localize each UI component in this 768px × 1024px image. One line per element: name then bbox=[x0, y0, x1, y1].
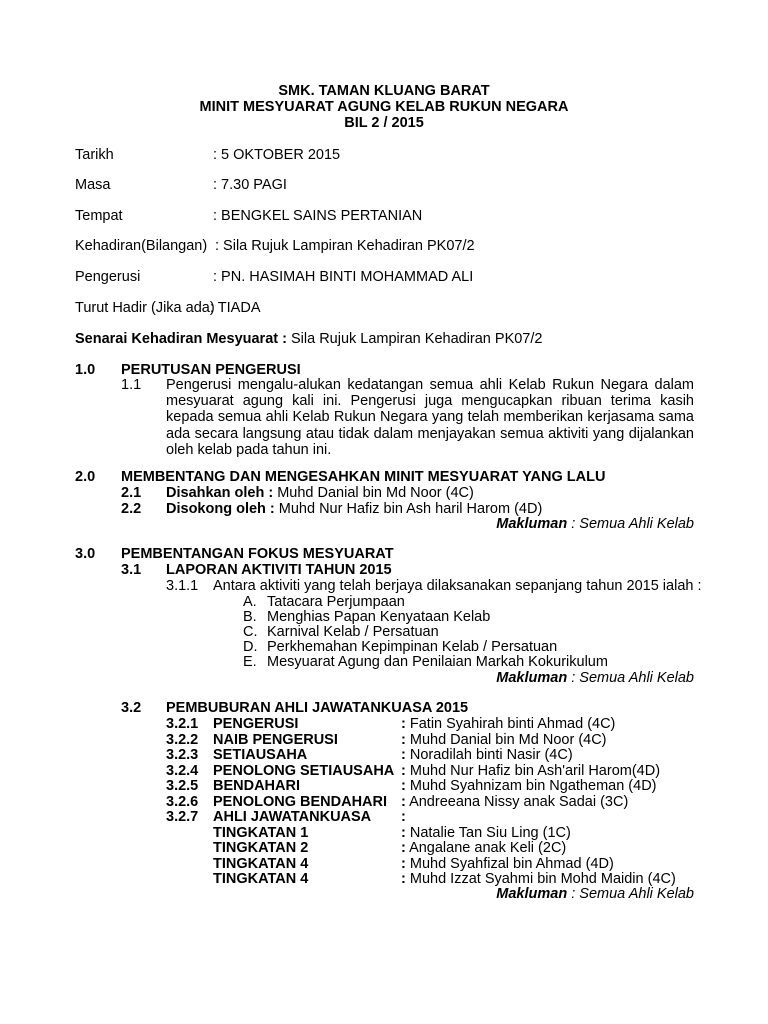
committee-entry bbox=[401, 840, 566, 856]
subsection-3-1-number: 3.1 bbox=[121, 562, 142, 578]
committee-role: TINGKATAN 4 bbox=[213, 871, 309, 887]
committee-entry bbox=[401, 716, 615, 732]
committee-entry bbox=[401, 747, 573, 763]
tempat-label: Tempat bbox=[75, 208, 123, 224]
committee-colon: : bbox=[401, 871, 406, 887]
committee-name: Fatin Syahirah binti Ahmad (4C) bbox=[405, 716, 616, 732]
committee-name: Muhd Danial bin Md Noor (4C) bbox=[405, 732, 607, 748]
item-2-1-value: Muhd Danial bin Md Noor (4C) bbox=[273, 485, 474, 501]
subsection-3-2-title: PEMBUBURAN AHLI JAWATANKUASA 2015 bbox=[166, 700, 469, 716]
committee-colon: : bbox=[401, 856, 406, 872]
committee-colon: : bbox=[401, 809, 406, 825]
item-2-1-number: 2.1 bbox=[121, 485, 142, 501]
document-number: BIL 2 / 2015 bbox=[344, 115, 424, 131]
makluman-2-label: Makluman bbox=[496, 516, 568, 532]
committee-name: Muhd Nur Hafiz bin Ash'aril Harom(4D) bbox=[405, 763, 661, 779]
makluman-3-1 bbox=[496, 670, 694, 686]
kehadiran-label: Kehadiran(Bilangan) bbox=[75, 238, 208, 254]
committee-name: Muhd Syahfizal bin Ahmad (4D) bbox=[405, 856, 614, 872]
section-2-number: 2.0 bbox=[75, 469, 96, 485]
subsection-3-1-title: LAPORAN AKTIVITI TAHUN 2015 bbox=[166, 562, 392, 578]
makluman-3-2 bbox=[496, 886, 694, 902]
committee-colon: : bbox=[401, 716, 406, 732]
committee-colon: : bbox=[401, 794, 406, 810]
item-2-2-value: Muhd Nur Hafiz bin Ash haril Harom (4D) bbox=[274, 501, 543, 517]
makluman-3-2-label: Makluman bbox=[496, 886, 568, 902]
masa-value: : 7.30 PAGI bbox=[213, 177, 287, 193]
section-1-number: 1.0 bbox=[75, 362, 96, 378]
pengerusi-value: : PN. HASIMAH BINTI MOHAMMAD ALI bbox=[213, 269, 474, 285]
section-2-title: MEMBENTANG DAN MENGESAHKAN MINIT MESYUARAT YANG LALU bbox=[121, 469, 606, 485]
committee-name: Natalie Tan Siu Ling (1C) bbox=[405, 825, 571, 841]
committee-name: Andreeana Nissy anak Sadai (3C) bbox=[405, 794, 629, 810]
committee-role: TINGKATAN 2 bbox=[213, 840, 309, 856]
committee-entry bbox=[401, 809, 406, 825]
turut-hadir-label: Turut Hadir (Jika ada) bbox=[75, 300, 215, 316]
item-2-2-label: Disokong oleh : bbox=[166, 501, 275, 517]
tempat-value: : BENGKEL SAINS PERTANIAN bbox=[213, 208, 423, 224]
committee-colon: : bbox=[401, 732, 406, 748]
committee-role: TINGKATAN 4 bbox=[213, 856, 309, 872]
committee-colon: : bbox=[401, 825, 406, 841]
committee-entry bbox=[401, 825, 571, 841]
committee-number: 3.2.2 bbox=[166, 732, 199, 748]
activity-text: Mesyuarat Agung dan Penilaian Markah Kokurikulum bbox=[267, 654, 608, 670]
makluman-3-1-value: : Semua Ahli Kelab bbox=[567, 670, 694, 686]
pengerusi-label: Pengerusi bbox=[75, 269, 141, 285]
tarikh-value: : 5 OKTOBER 2015 bbox=[213, 147, 341, 163]
item-2-2 bbox=[166, 501, 542, 517]
committee-entry bbox=[401, 856, 614, 872]
masa-label: Masa bbox=[75, 177, 111, 193]
committee-colon: : bbox=[401, 763, 406, 779]
committee-role: PENGERUSI bbox=[213, 716, 299, 732]
item-3-1-1-text: Antara aktiviti yang telah berjaya dilaksanakan sepanjang tahun 2015 ialah : bbox=[213, 578, 702, 594]
committee-colon: : bbox=[401, 840, 406, 856]
tarikh-label: Tarikh bbox=[75, 147, 114, 163]
committee-role: NAIB PENGERUSI bbox=[213, 732, 338, 748]
committee-number: 3.2.3 bbox=[166, 747, 199, 763]
item-1-1-number-text: 1.1 bbox=[121, 377, 142, 393]
item-2-1-label: Disahkan oleh : bbox=[166, 485, 274, 501]
committee-number: 3.2.5 bbox=[166, 778, 199, 794]
senarai-kehadiran bbox=[75, 331, 542, 347]
document-title: MINIT MESYUARAT AGUNG KELAB RUKUN NEGARA bbox=[199, 99, 569, 115]
activity-letter: C. bbox=[243, 624, 258, 640]
committee-entry bbox=[401, 871, 676, 887]
item-2-1 bbox=[166, 485, 474, 501]
section-3-title: PEMBENTANGAN FOKUS MESYUARAT bbox=[121, 546, 394, 562]
senarai-kehadiran-label: Senarai Kehadiran Mesyuarat : bbox=[75, 331, 287, 347]
committee-colon: : bbox=[401, 747, 406, 763]
committee-entry bbox=[401, 778, 657, 794]
makluman-2-value: : Semua Ahli Kelab bbox=[567, 516, 694, 532]
school-name: SMK. TAMAN KLUANG BARAT bbox=[278, 83, 490, 99]
committee-number: 3.2.4 bbox=[166, 763, 199, 779]
committee-name: Muhd Syahnizam bin Ngatheman (4D) bbox=[405, 778, 657, 794]
item-3-1-1-number: 3.1.1 bbox=[166, 578, 199, 594]
makluman-2 bbox=[496, 516, 694, 532]
committee-number: 3.2.1 bbox=[166, 716, 199, 732]
committee-role: PENOLONG BENDAHARI bbox=[213, 794, 388, 810]
kehadiran-value: : Sila Rujuk Lampiran Kehadiran PK07/2 bbox=[215, 238, 475, 254]
activity-letter: D. bbox=[243, 639, 258, 655]
committee-role: PENOLONG SETIAUSAHA bbox=[213, 763, 395, 779]
committee-number: 3.2.7 bbox=[166, 809, 199, 825]
committee-entry bbox=[401, 763, 660, 779]
committee-entry bbox=[401, 732, 607, 748]
activity-letter: E. bbox=[243, 654, 257, 670]
activity-text: Karnival Kelab / Persatuan bbox=[267, 624, 439, 640]
committee-role: BENDAHARI bbox=[213, 778, 300, 794]
committee-role: SETIAUSAHA bbox=[213, 747, 308, 763]
makluman-3-2-value: : Semua Ahli Kelab bbox=[567, 886, 694, 902]
section-3-number: 3.0 bbox=[75, 546, 96, 562]
senarai-kehadiran-value: Sila Rujuk Lampiran Kehadiran PK07/2 bbox=[286, 331, 543, 347]
committee-role: AHLI JAWATANKUASA bbox=[213, 809, 372, 825]
subsection-3-2-number: 3.2 bbox=[121, 700, 142, 716]
committee-name: Angalane anak Keli (2C) bbox=[405, 840, 567, 856]
committee-number: 3.2.6 bbox=[166, 794, 199, 810]
activity-text: Menghias Papan Kenyataan Kelab bbox=[267, 609, 491, 625]
committee-name: Noradilah binti Nasir (4C) bbox=[405, 747, 573, 763]
committee-entry bbox=[401, 794, 628, 810]
item-1-1-text: Pengerusi mengalu-alukan kedatangan semua ahli Kelab Rukun Negara dalam mesyuarat agung kali ini. Pengerusi juga mengucapkan ribuan terima kasih kepada semua ahli Kelab Rukun Negara yang telah memberikan kerjasama sama ada secara langsung atau tidak dalam menjayakan semua aktiviti yang dijalankan oleh kelab pada tahun ini. bbox=[166, 377, 694, 458]
committee-colon: : bbox=[401, 778, 406, 794]
committee-name: Muhd Izzat Syahmi bin Mohd Maidin (4C) bbox=[405, 871, 676, 887]
makluman-3-1-label: Makluman bbox=[496, 670, 568, 686]
item-2-2-number: 2.2 bbox=[121, 501, 142, 517]
section-1-title: PERUTUSAN PENGERUSI bbox=[121, 362, 301, 378]
activity-letter: B. bbox=[243, 609, 257, 625]
committee-role: TINGKATAN 1 bbox=[213, 825, 309, 841]
activity-letter: A. bbox=[243, 594, 257, 610]
activity-text: Tatacara Perjumpaan bbox=[267, 594, 405, 610]
activity-text: Perkhemahan Kepimpinan Kelab / Persatuan bbox=[267, 639, 558, 655]
turut-hadir-value: : TIADA bbox=[210, 300, 261, 316]
